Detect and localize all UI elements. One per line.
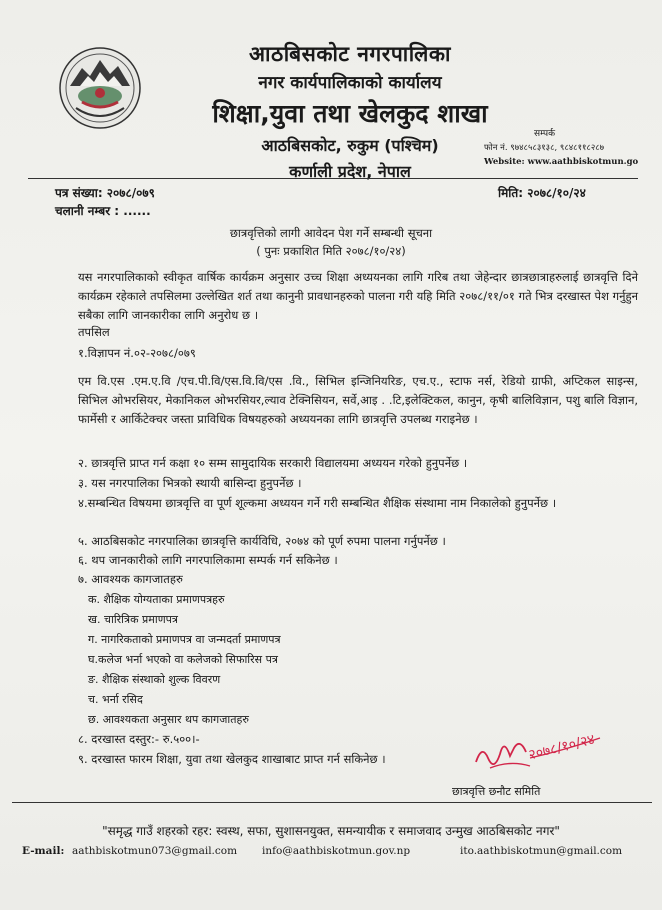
- document-list-item: ख. चारित्रिक प्रमाणपत्र: [88, 613, 178, 626]
- section-name: शिक्षा,युवा तथा खेलकुद शाखा: [212, 99, 488, 128]
- document-list-item: क. शैक्षिक योग्यताका प्रमाणपत्रहरु: [88, 593, 225, 606]
- signature-date: २०७८/१०/२४: [527, 731, 597, 764]
- contact-website: Website: www.aathbiskotmun.go: [484, 157, 639, 167]
- letter-number: पत्र संख्या: २०७८/०७९: [55, 186, 155, 200]
- handwritten-signature: [470, 708, 610, 778]
- email-address-1[interactable]: aathbiskotmun073@gmail.com: [72, 845, 238, 857]
- email-label: E-mail:: [22, 845, 65, 857]
- contact-title: सम्पर्क: [534, 129, 555, 139]
- letter-date: मिति: २०७८/१०/२४: [498, 186, 586, 200]
- item-5: ५. आठबिसकोट नगरपालिका छात्रवृत्ति कार्यविधि, २०७४ को पूर्ण रुपमा पालना गर्नुपर्नेछ ।: [78, 534, 446, 548]
- document-list-item: ङ. शैक्षिक संस्थाको शुल्क विवरण: [88, 673, 221, 686]
- notice-title: छात्रवृत्तिको लागी आवेदन पेश गर्ने सम्बन्धी सूचना: [229, 226, 433, 240]
- contact-phone: फोन नं. ९७४८५८३१३८, ९८४८११८२८७: [484, 143, 605, 153]
- committee-name: छात्रवृत्ति छनौट समिति: [452, 785, 541, 798]
- dispatch-number: चलानी नम्बर : ......: [55, 204, 151, 218]
- document-list-item: ग. नागरिकताको प्रमाणपत्र वा जन्मदर्ता प्रमाणपत्र: [88, 633, 281, 646]
- municipality-motto: "समृद्ध गाउँ शहरको रहर: स्वस्थ, सफा, सुशासनयुक्त, समन्यायीक र समाजवाद उन्मुख आठबिसकोट नगर": [102, 824, 560, 838]
- email-address-3[interactable]: ito.aathbiskotmun@gmail.com: [460, 845, 623, 857]
- document-list-item: च. भर्ना रसिद: [88, 693, 143, 706]
- notice-subtitle: ( पुनः प्रकाशित मिति २०७८/१०/२४): [256, 244, 406, 258]
- intro-paragraph: यस नगरपालिकाको स्वीकृत वार्षिक कार्यक्रम अनुसार उच्च शिक्षा अध्ययनका लागि गरिब तथा जेहेन्दार छात्रछात्राहरुलाई छात्रवृत्ति दिने कार्यक्रम रहेकाले तपसिलमा उल्लेखित शर्त तथा कानुनी प्रावधानहरुको पालना गरी यहि मिति २०७८/११/०१ गते भित्र दरखास्त पेश गर्नुहुन सबैका लागि जानकारीका लागि अनुरोध छ ।: [78, 270, 638, 322]
- item-9: ९. दरखास्त फारम शिक्षा, युवा तथा खेलकुद शाखाबाट प्राप्त गर्न सकिनेछ ।: [78, 752, 386, 766]
- office-address: आठबिसकोट, रुकुम (पश्चिम): [261, 136, 439, 155]
- item-2: २. छात्रवृत्ति प्राप्त गर्न कक्षा १० सम्म सामुदायिक सरकारी विद्यालयमा अध्ययन गरेको हुनुपर्नेछ ।: [78, 456, 468, 470]
- item-1-heading: १.विज्ञापन नं.०२-२०७८/०७९: [78, 346, 196, 360]
- item-6: ६. थप जानकारीको लागि नगरपालिकामा सम्पर्क गर्न सकिनेछ ।: [78, 553, 338, 567]
- item-7: ७. आवश्यक कागजातहरु: [78, 572, 183, 586]
- header-divider: [28, 178, 638, 179]
- item-3: ३. यस नगरपालिका भित्रको स्थायी बासिन्दा हुनुपर्नेछ ।: [78, 476, 302, 490]
- municipality-name: आठबिसकोट नगरपालिका: [249, 42, 451, 66]
- item-1-body: एम वि.एस .एम.ए.वि /एच.पी.वि/एस.वि.वि/एस .वि., सिभिल इन्जिनियरिङ, एच.ए., स्टाफ नर्स, रेडियो ग्राफी, अप्टिकल साइन्स, सिभिल ओभरसियर, मेकानिकल ओभरसियर,ल्याव टेक्निसियन, सर्वे,आइ . .टि,इलेक्टिकल, कानुन, कृषी बालिविज्ञान, पशु बालि विज्ञान, फार्मेसी र आर्किटेक्चर जस्ता प्राविधिक विषयहरुको अध्ययनका लागि छात्रवृत्ति उपलब्ध गराइनेछ ।: [78, 374, 638, 426]
- office-name: नगर कार्यपालिकाको कार्यालय: [258, 73, 442, 93]
- item-4: ४.सम्बन्धित विषयमा छात्रवृत्ति वा पूर्ण शूल्कमा अध्ययन गर्ने गरी सम्बन्धित शैक्षिक संस्थामा नाम निकालेको हुनुपर्नेछ ।: [78, 496, 557, 510]
- nepal-emblem-icon: [58, 46, 142, 130]
- tapsil-label: तपसिल: [78, 325, 110, 339]
- footer-divider: [12, 802, 652, 803]
- item-8: ८. दरखास्त दस्तुर:- रु.५००।-: [78, 732, 200, 746]
- document-list-item: छ. आवश्यकता अनुसार थप कागजातहरु: [88, 713, 249, 726]
- email-address-2[interactable]: info@aathbiskotmun.gov.np: [262, 845, 411, 857]
- province-name: कर्णाली प्रदेश, नेपाल: [289, 162, 411, 181]
- document-list-item: घ.कलेज भर्ना भएको वा कलेजको सिफारिस पत्र: [88, 653, 278, 666]
